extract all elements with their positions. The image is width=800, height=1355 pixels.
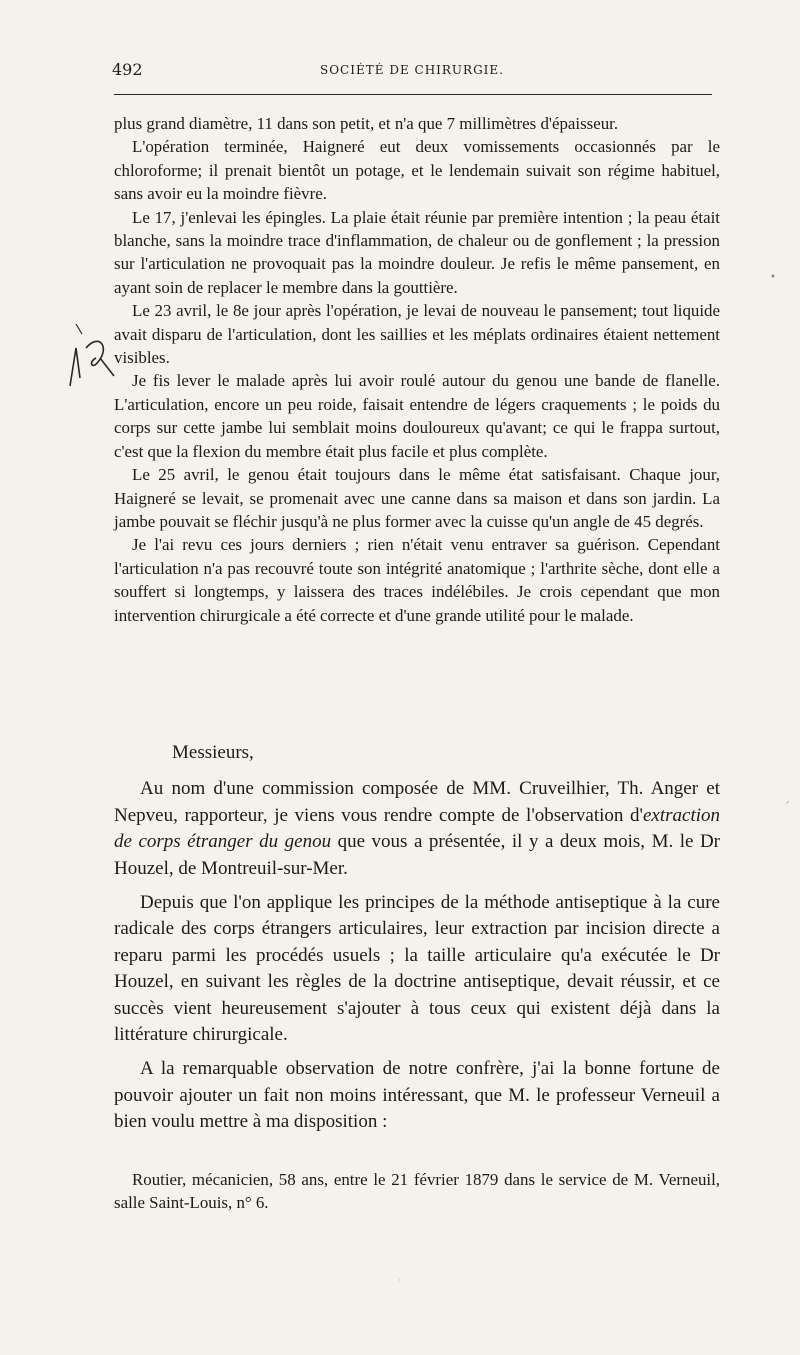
italic-title: extraction de corps étranger du genou: [114, 804, 720, 853]
paragraph: plus grand diamètre, 11 dans son petit, et n'a que 7 millimètres d'épaisseur.: [114, 114, 619, 133]
paragraph: Je fis lever le malade après lui avoir roulé autour du genou une bande de flanelle. L'articulation, encore un peu roide, faisait entendre de légers craquements ; le poids du corps sur cette jambe lui semblait moins douloureux qu'avant; ce qui le frappa surtout, c'est que la flexion du membre était plus facile et plus complète.: [114, 371, 720, 461]
header-rule: [114, 94, 712, 95]
text-run: Au nom d'une commission composée de MM. Cruveilhier, Th. Anger et Nepveu, rapporteur, je viens vous rendre compte de l'observation d': [114, 778, 720, 826]
paragraph: Depuis que l'on applique les principes de la méthode antiseptique à la cure radicale des corps étrangers articulaires, leur extraction par incision directe a reparu parmi les procédés usuels ; la taille articulaire qu'a exécutée le Dr Houzel, en suivant les règles de la doctrine antiseptique, devait réussir, et ce succès vient heureusement s'ajouter à tous ceux qui existent déjà dans la littérature chirurgicale.: [114, 892, 720, 1046]
paragraph: Routier, mécanicien, 58 ans, entre le 21 février 1879 dans le service de M. Verneuil, salle Saint-Louis, n° 6.: [114, 1170, 720, 1213]
report-text: [114, 740, 720, 1136]
paragraph: Je l'ai revu ces jours derniers ; rien n'était venu entraver sa guérison. Cependant l'articulation n'a pas recouvré toute son intégrité anatomique ; l'arthrite sèche, dont elle a souffert si longtemps, y laissera des traces indélébiles. Je crois cependant que mon intervention chirurgicale a été correcte et d'une grande utilité pour le malade.: [114, 535, 720, 625]
observation-text: [114, 112, 720, 627]
handwritten-margin-mark: [66, 318, 122, 388]
case-note: [114, 1168, 720, 1215]
paragraph: Le 17, j'enlevai les épingles. La plaie était réunie par première intention ; la peau était blanche, sans la moindre trace d'inflammation, de chaleur ou de gonflement ; la pression sur l'articulation ne provoquait pas la moindre douleur. Je refis le même pansement, en ayant soin de replacer le membre dans la gouttière.: [114, 207, 720, 297]
running-title: SOCIÉTÉ DE CHIRURGIE.: [320, 63, 504, 77]
text-run: que vous a présentée, il y a deux mois, M. le Dr Houzel, de Montreuil-sur-Mer.: [114, 831, 720, 879]
paragraph: [114, 776, 720, 882]
stray-mark: ´: [784, 800, 790, 814]
paragraph: L'opération terminée, Haigneré eut deux vomissements occasionnés par le chloroforme; il prenait bientôt un potage, et le lendemain suivait son régime habituel, sans avoir eu la moindre fièvre.: [114, 137, 720, 204]
page-number: 492: [112, 60, 143, 79]
paragraph: A la remarquable observation de notre confrère, j'ai la bonne fortune de pouvoir ajouter un fait non moins intéressant, que M. le professeur Verneuil a bien voulu mettre à ma disposition :: [114, 1058, 720, 1133]
paragraph: Le 25 avril, le genou était toujours dans le même état satisfaisant. Chaque jour, Haigneré se levait, se promenait avec une canne dans sa maison et dans son jardin. La jambe pouvait se fléchir jusqu'à ne plus former avec la cuisse qu'un angle de 45 degrés.: [114, 465, 720, 531]
stray-mark: •: [770, 272, 776, 283]
paragraph: Le 23 avril, le 8e jour après l'opération, je levai de nouveau le pansement; tout liquide avait disparu de l'articulation, dont les saillies et les méplats ordinaires étaient nettement visibles.: [114, 301, 720, 368]
stray-mark: ·: [398, 1276, 401, 1285]
page-header: [112, 60, 712, 82]
salutation: Messieurs,: [172, 742, 254, 763]
